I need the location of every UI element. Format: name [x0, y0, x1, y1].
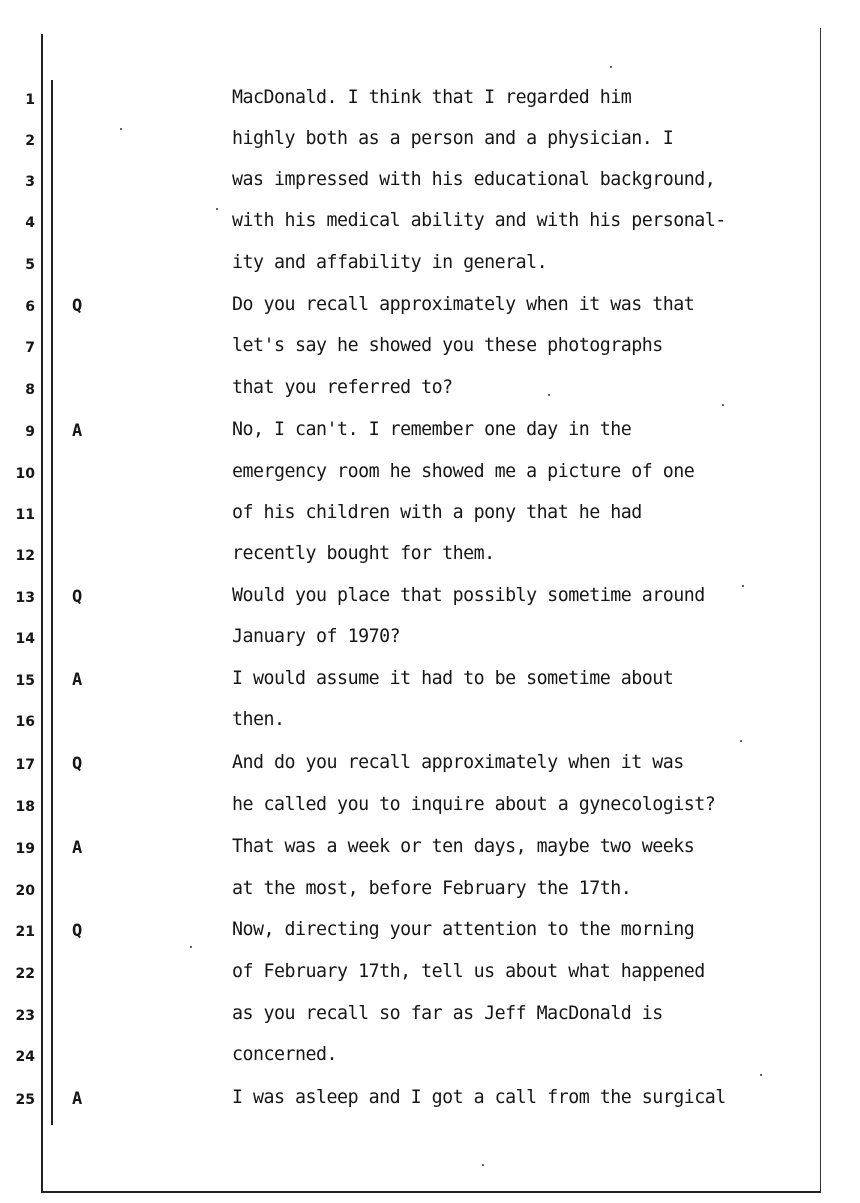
- scan-speck: [742, 585, 744, 587]
- scan-speck: [120, 128, 122, 130]
- line-number: 24: [15, 1049, 35, 1065]
- line-number: 1: [25, 92, 35, 108]
- line-number: 15: [15, 673, 35, 689]
- transcript-line: [0, 330, 860, 371]
- line-text: that you referred to?: [232, 377, 453, 398]
- speaker-label: A: [72, 421, 83, 441]
- line-text: concerned.: [232, 1044, 338, 1065]
- scan-speck: [482, 1164, 484, 1166]
- line-text: was impressed with his educational background,: [232, 169, 716, 190]
- line-text: of his children with a pony that he had: [232, 502, 642, 523]
- transcript-line: [0, 831, 860, 872]
- scan-speck: [740, 740, 742, 742]
- line-number: 4: [25, 215, 35, 231]
- transcript-line: [0, 1082, 860, 1123]
- transcript-line: [0, 580, 860, 621]
- speaker-label: Q: [72, 296, 83, 316]
- line-text: January of 1970?: [232, 626, 401, 647]
- scan-speck: [760, 1074, 762, 1076]
- transcript-line: [0, 164, 860, 205]
- transcript-line: [0, 747, 860, 788]
- speaker-label: Q: [72, 754, 83, 774]
- speaker-label: A: [72, 670, 83, 690]
- line-text: recently bought for them.: [232, 543, 495, 564]
- transcript-line: [0, 414, 860, 455]
- scan-speck: [190, 946, 192, 948]
- bottom-border: [41, 1191, 821, 1193]
- transcript-line: [0, 1039, 860, 1080]
- line-number: 20: [15, 883, 35, 899]
- transcript-line: [0, 456, 860, 497]
- line-text: I was asleep and I got a call from the surgical: [232, 1087, 726, 1108]
- line-number: 21: [15, 924, 35, 940]
- line-number: 19: [15, 841, 35, 857]
- line-text: Would you place that possibly sometime around: [232, 585, 705, 606]
- line-text: emergency room he showed me a picture of one: [232, 461, 695, 482]
- line-text: That was a week or ten days, maybe two weeks: [232, 836, 695, 857]
- transcript-line: [0, 538, 860, 579]
- transcript-line: [0, 789, 860, 830]
- line-number: 2: [25, 133, 35, 149]
- line-text: as you recall so far as Jeff MacDonald is: [232, 1003, 663, 1024]
- line-text: Do you recall approximately when it was that: [232, 294, 695, 315]
- line-number: 7: [25, 340, 35, 356]
- line-text: he called you to inquire about a gynecologist?: [232, 794, 716, 815]
- line-number: 9: [25, 424, 35, 440]
- line-number: 25: [15, 1092, 35, 1108]
- line-number: 10: [15, 466, 35, 482]
- scan-speck: [216, 208, 218, 210]
- line-number: 16: [15, 714, 35, 730]
- transcript-line: [0, 497, 860, 538]
- line-number: 18: [15, 799, 35, 815]
- line-number: 8: [25, 382, 35, 398]
- line-text: let's say he showed you these photographs: [232, 335, 663, 356]
- speaker-label: Q: [72, 587, 83, 607]
- speaker-label: A: [72, 1089, 83, 1109]
- line-text: of February 17th, tell us about what happened: [232, 961, 705, 982]
- line-number: 17: [15, 757, 35, 773]
- scan-speck: [722, 404, 724, 406]
- transcript-line: [0, 123, 860, 164]
- transcript-line: [0, 82, 860, 123]
- line-text: I would assume it had to be sometime about: [232, 668, 674, 689]
- line-text: highly both as a person and a physician. I: [232, 128, 674, 149]
- line-number: 22: [15, 966, 35, 982]
- transcript-line: [0, 914, 860, 955]
- line-text: with his medical ability and with his personal-: [232, 210, 726, 231]
- line-number: 14: [15, 631, 35, 647]
- line-text: No, I can't. I remember one day in the: [232, 419, 632, 440]
- scan-speck: [610, 66, 612, 68]
- transcript-line: [0, 621, 860, 662]
- line-text: MacDonald. I think that I regarded him: [232, 87, 632, 108]
- line-number: 6: [25, 299, 35, 315]
- line-text: then.: [232, 709, 285, 730]
- transcript-line: [0, 873, 860, 914]
- transcript-line: [0, 998, 860, 1039]
- line-text: at the most, before February the 17th.: [232, 878, 632, 899]
- line-number: 13: [15, 590, 35, 606]
- transcript-line: [0, 663, 860, 704]
- line-text: ity and affability in general.: [232, 252, 548, 273]
- transcript-line: [0, 704, 860, 745]
- transcript-line: [0, 247, 860, 288]
- line-number: 23: [15, 1008, 35, 1024]
- transcript-line: [0, 372, 860, 413]
- line-number: 12: [15, 548, 35, 564]
- line-number: 11: [15, 507, 35, 523]
- transcript-line: [0, 289, 860, 330]
- transcript-line: [0, 205, 860, 246]
- scan-speck: [548, 394, 550, 396]
- transcript-line: [0, 956, 860, 997]
- speaker-label: Q: [72, 921, 83, 941]
- speaker-label: A: [72, 838, 83, 858]
- line-number: 5: [25, 257, 35, 273]
- line-text: Now, directing your attention to the morning: [232, 919, 695, 940]
- line-text: And do you recall approximately when it was: [232, 752, 684, 773]
- line-number: 3: [25, 174, 35, 190]
